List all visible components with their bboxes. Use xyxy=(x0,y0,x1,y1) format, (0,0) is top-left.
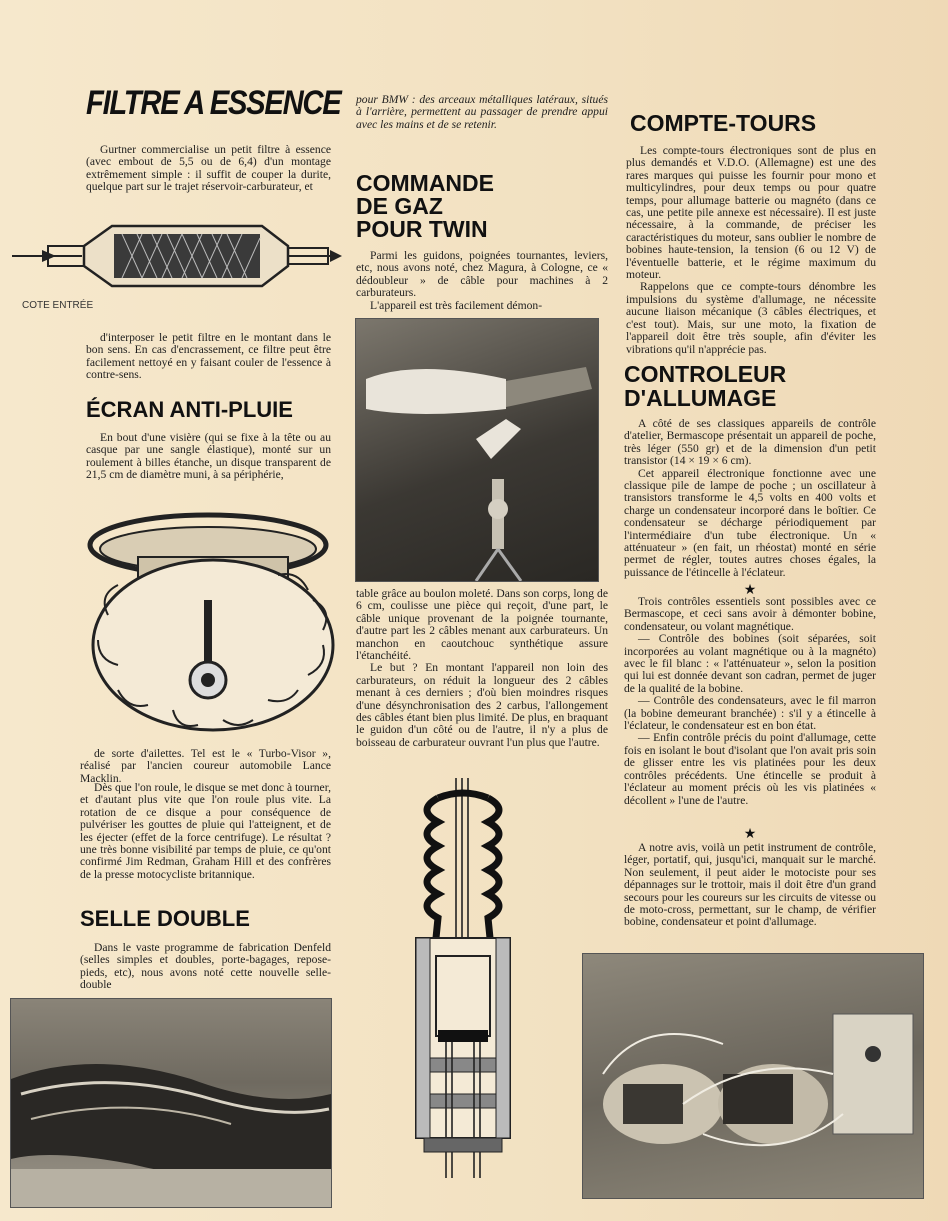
controleur-text-1: A côté de ses classiques appareils de contrôle d'atelier, Bermascope présentait un appareil de poche, très léger (550 gr) et de la dimension d'un petit transistor (14 × 19 × 6 cm). Cet appareil électronique fonctionne avec une classique pile de lampe de poche ; un oscillateur à transistors transforme le 4,5 volts en 400 volts et charge un condensateur incorporé dans le boîtier. Ce condensateur se décharge périodiquement par l'intermédiaire d'un tube électronique. Un « atténuateur » (en fait, un rhéostat) monté en série permet de régler, toutes autres choses égales, la puissance de l'étincelle à l'éclateur. xyxy=(624,417,876,579)
filtre-text-2: d'interposer le petit filtre en le montant dans le bon sens. En cas d'encrassement, ce filtre peut être facilement nettoyé en y faisant couler de l'essence à contre-sens. xyxy=(86,331,331,382)
filter-side-caption: COTE ENTRÉE xyxy=(22,300,94,311)
tester-photo-image xyxy=(583,954,923,1198)
commande-text-1: Parmi les guidons, poignées tournantes, leviers, etc, nous avons noté, chez Magura, à Cologne, ce « dédoubleur » de câble pour machines à 2 carburateurs. L'appareil est très facilement démon- xyxy=(356,249,608,312)
throttle-photo-image xyxy=(356,319,598,581)
controleur-text-3: A notre avis, voilà un petit instrument de contrôle, léger, portatif, qui, jusqu'ici, manquait sur le marché. Non seulement, il peut aider le motociste pour ses dépannages sur le trottoir, mais il doit être d'un grand secours pour les coureurs sur les circuits de vitesse ou de moto-cross, permettant, sur le champ, de vérifier bobine, condensateur et point d'allumage. xyxy=(624,841,876,929)
heading-filtre-a-essence: FILTRE A ESSENCE xyxy=(86,84,341,122)
heading-ecran-anti-pluie: ÉCRAN ANTI-PLUIE xyxy=(86,397,293,422)
compte-text: Les compte-tours électroniques sont de plus en plus demandés et V.D.O. (Allemagne) est une des rares marques qui puisse les fournir pour mono et multicylindres, pour deux temps ou pour quatre temps, pour allumage batterie ou magnéto (dans ce cas, une petite pile annexe est nécessaire). Il est juste nécessaire, à la commande, de préciser les caractéristiques du moteur, sans oublier le nombre de bobines haute-tension, la tension (6 ou 12 V) de l'éventuelle batterie, et le régime maximum du moteur. Rappelons que ce compte-tours dénombre les impulsions du système d'allumage, ne nécessite aucune liaison mécanique (3 câbles électriques, et c'est tout). Mais, sur une moto, la fixation de l'appareil doit être très souple, afin d'éviter les vibrations qu'il n'apprécie pas. xyxy=(626,144,876,356)
controleur-text-2: Trois contrôles essentiels sont possibles avec ce Bermascope, et ceci sans avoir à démonter bobine, condensateur, ou volant magnétique. — Contrôle des bobines (soit séparées, soit incorporées au volant magnétique ou à la magnéto) avec le fil blanc : « l'atténuateur », selon la position qui lui est donnée devant son cadran, permet de juger de la qualité de la bobine. — Contrôle des condensateurs, avec le fil marron (la bobine demeurant branchée) : s'il y a étincelle à l'éclateur, le condensateur est en bon état. — Enfin contrôle précis du point d'allumage, cette fois en isolant le bout d'isolant que l'on avait pris soin de glisser entre les vis platinées pour les deux contrôles précédents. Une étincelle se produit à l'éclateur au moment précis où les vis platinées « décollent » l'une de l'autre. xyxy=(624,595,876,807)
heading-commande-de-gaz: COMMANDE DE GAZ POUR TWIN xyxy=(356,170,494,242)
seat-photo-image xyxy=(11,999,331,1207)
ecran-text-3: Dès que l'on roule, le disque se met donc à tourner, et d'autant plus vite que l'on roule plus vite. La rotation de ce disque a pour conséquence de pulvériser les gouttes de pluie qui l'atteignent, et de les éjecter (effet de la force centrifuge). Le résultat ? une très bonne visibilité par temps de pluie, ce qu'ont confirmé Jim Redman, Graham Hill et des confrères de la presse motocycliste britannique. xyxy=(80,781,331,881)
heading-compte-tours: COMPTE-TOURS xyxy=(630,110,817,136)
cable-splitter-drawing xyxy=(398,778,528,1178)
commande-text-2: table grâce au boulon moleté. Dans son corps, long de 6 cm, coulisse une pièce qui reçoit, d'une part, le câble unique provenant de la poignée tournante, d'autre part les 2 câbles menant aux carburateurs. Un manchon en caoutchouc synthétique assure l'étanchéité. Le but ? En montant l'appareil non loin des carburateurs, on réduit la longueur des 2 câbles menant à ces derniers ; d'où bien moindres risques d'une désynchronisation des 2 carbus, l'allongement des câbles étant bien plus limité. De plus, en braquant le guidon d'un côté ou de l'autre, il n'y a plus de boisseau de carburateur ouvrant l'un plus que l'autre. xyxy=(356,587,608,749)
ecran-text-2: de sorte d'ailettes. Tel est le « Turbo-Visor », réalisé par l'ancien coureur automobile Lance Macklin. xyxy=(80,747,331,785)
fuel-filter-illustration xyxy=(12,208,342,304)
ecran-text-1: En bout d'une visière (qui se fixe à la tête ou au casque par une sangle élastique), monté sur un roulement à billes étanche, un disque transparent de 21,5 cm de diamètre muni, à sa périphérie, xyxy=(86,431,331,482)
separator-star-1: ★ xyxy=(743,582,757,598)
throttle-splitter-photo xyxy=(355,318,599,582)
heading-selle-double: SELLE DOUBLE xyxy=(80,906,250,931)
bermascope-tester-photo xyxy=(582,953,924,1199)
selle-continuation: pour BMW : des arceaux métalliques latéraux, situés à l'arrière, permettent au passager de prendre appui avec les mains et de se retenir. xyxy=(356,93,608,131)
selle-text-1: Dans le vaste programme de fabrication Denfeld (selles simples et doubles, porte-bagages, repose-pieds, etc), nous avons noté cette nouvelle selle-double xyxy=(80,941,331,992)
separator-star-2: ★ xyxy=(743,826,757,842)
turbo-visor-illustration xyxy=(78,505,338,740)
filtre-text-1: Gurtner commercialise un petit filtre à essence (avec embout de 5,5 ou de 6,4) d'un montage extrêmement simple : il suffit de couper la durite, quelque part sur le trajet réservoir-carburateur, et xyxy=(86,143,331,194)
heading-controleur-allumage: CONTROLEUR D'ALLUMAGE xyxy=(624,361,787,411)
double-seat-photo xyxy=(10,998,332,1208)
